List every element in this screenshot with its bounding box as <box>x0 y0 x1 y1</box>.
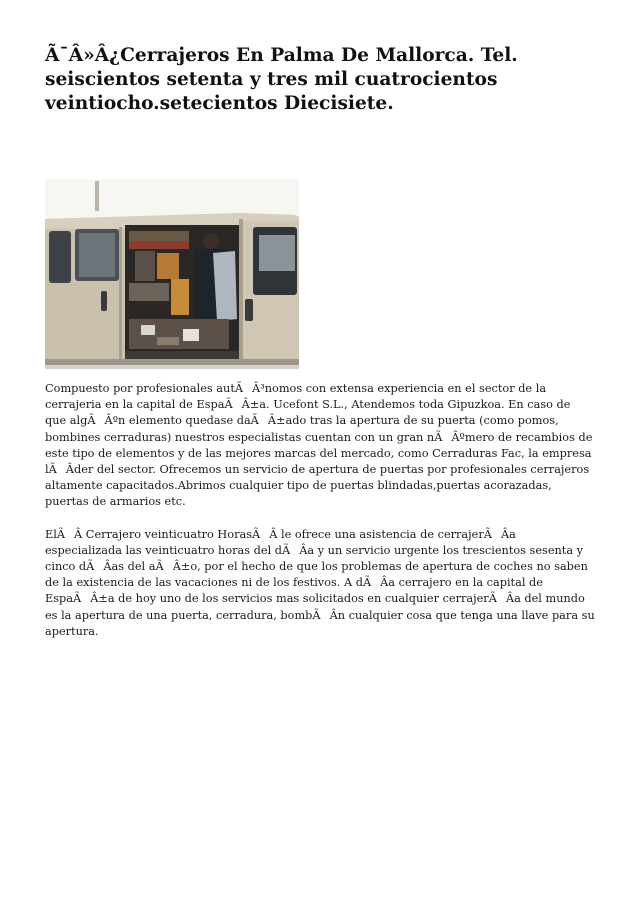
document-title: Ã¯Â»Â¿Cerrajeros En Palma De Mallorca. Tel. seiscientos setenta y tres mil cuatrocientos veintiocho.setecientos Diecisiete. <box>45 45 518 114</box>
document-page <box>45 44 595 116</box>
locksmith-van-photo <box>45 179 299 369</box>
paragraph: ElÃÂ Cerrajero veinticuatro HorasÃÂ le ofrece una asistencia de cerrajerÃÂa especializada las veinticuatro horas del dÃÂa y un servicio urgente los trescientos sesenta y cinco dÃÂas del aÃÂ±o, por el hecho de que los problemas de apertura de coches no saben de la existencia de las vacaciones ni de los festivos. A dÃÂa cerrajero en la capital de EspaÃÂ±a de hoy uno de los servicios mas solicitados en cualquier cerrajerÃÂa del mundo es la apertura de una puerta, cerradura, bombÃÂn cualquier cosa que tenga una llave para su apertura. <box>45 527 595 638</box>
document-body <box>45 381 595 656</box>
paragraph: Compuesto por profesionales autÃÂ³nomos con extensa experiencia en el sector de la cerrajeria en la capital de EspaÃÂ±a. Ucefont S.L., Atendemos toda Gipuzkoa. En caso de que algÃÂºn elemento quedase daÃÂ±ado tras la apertura de su puerta (como pomos, bombines cerraduras) nuestros especialistas cuentan con un gran nÃÂºmero de recambios de este tipo de elementos y de las mejores marcas del mercado, como Cerraduras Fac, la empresa lÃÂder del sector. Ofrecemos un servicio de apertura de puertas por profesionales cerrajeros altamente capacitados.Abrimos cualquier tipo de puertas blindadas,puertas acorazadas, puertas de armarios etc. <box>45 382 593 509</box>
